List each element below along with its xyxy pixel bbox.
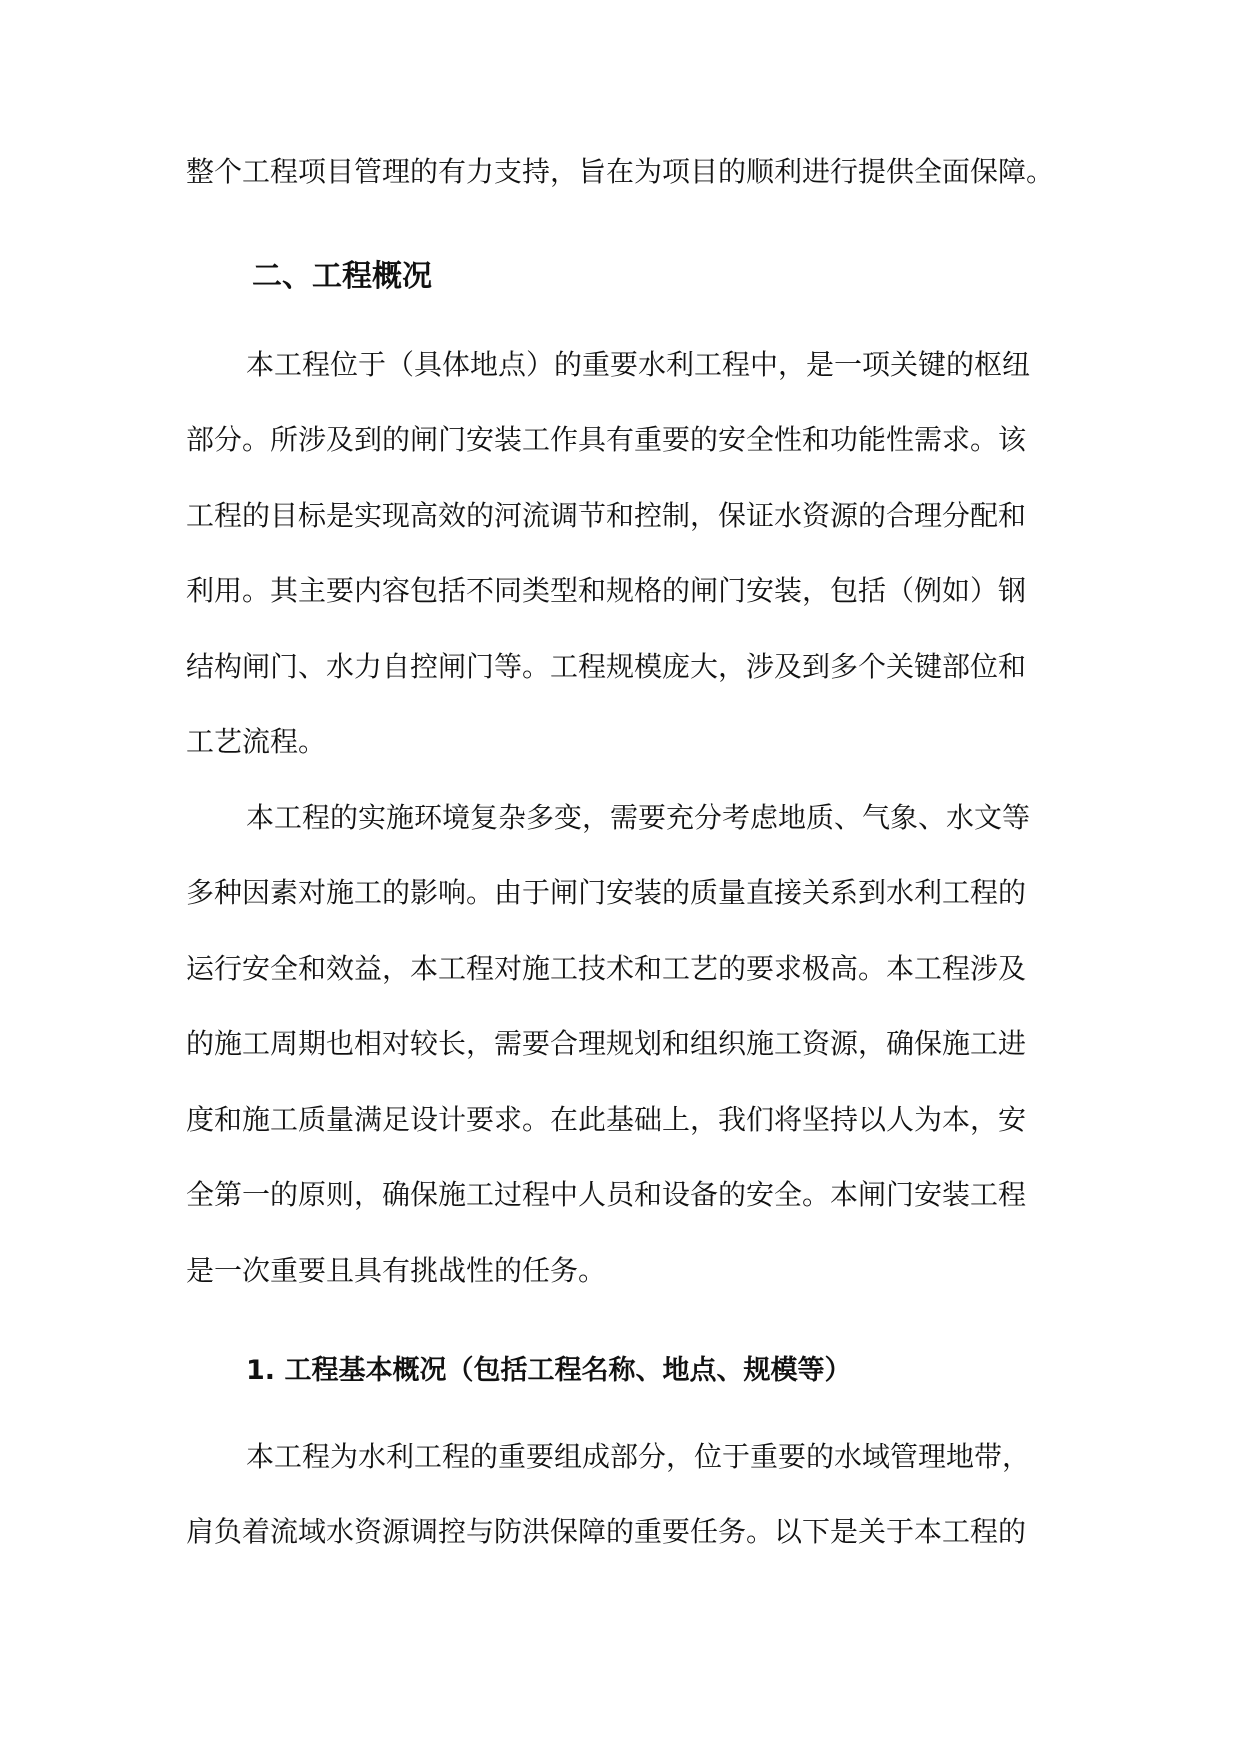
paragraph-line: 的施工周期也相对较长，需要合理规划和组织施工资源，确保施工进 [186, 1027, 1027, 1060]
paragraph-line: 工艺流程。 [186, 725, 327, 758]
paragraph-line: 肩负着流域水资源调控与防洪保障的重要任务。以下是关于本工程的 [186, 1515, 1027, 1548]
paragraph-line: 是一次重要且具有挑战性的任务。 [186, 1254, 607, 1287]
paragraph-line: 利用。其主要内容包括不同类型和规格的闸门安装，包括（例如）钢 [186, 574, 1027, 607]
paragraph-line: 多种因素对施工的影响。由于闸门安装的质量直接关系到水利工程的 [186, 876, 1027, 909]
subsection-heading: 1. 工程基本概况（包括工程名称、地点、规模等） [246, 1355, 852, 1386]
paragraph-line: 工程的目标是实现高效的河流调节和控制，保证水资源的合理分配和 [186, 499, 1027, 532]
section-heading: 二、工程概况 [252, 259, 432, 294]
paragraph-line: 部分。所涉及到的闸门安装工作具有重要的安全性和功能性需求。该 [186, 423, 1027, 456]
paragraph-line: 度和施工质量满足设计要求。在此基础上，我们将坚持以人为本，安 [186, 1103, 1027, 1136]
paragraph-line: 结构闸门、水力自控闸门等。工程规模庞大，涉及到多个关键部位和 [186, 650, 1027, 683]
paragraph-line: 运行安全和效益，本工程对施工技术和工艺的要求极高。本工程涉及 [186, 952, 1027, 985]
paragraph-line: 本工程位于（具体地点）的重要水利工程中，是一项关键的枢纽 [246, 348, 1031, 381]
paragraph-line: 全第一的原则，确保施工过程中人员和设备的安全。本闸门安装工程 [186, 1178, 1027, 1211]
paragraph-continuation: 整个工程项目管理的有力支持，旨在为项目的顺利进行提供全面保障。 [186, 155, 1055, 188]
paragraph-line: 本工程为水利工程的重要组成部分，位于重要的水域管理地带， [246, 1440, 1031, 1473]
paragraph-line: 本工程的实施环境复杂多变，需要充分考虑地质、气象、水文等 [246, 801, 1031, 834]
